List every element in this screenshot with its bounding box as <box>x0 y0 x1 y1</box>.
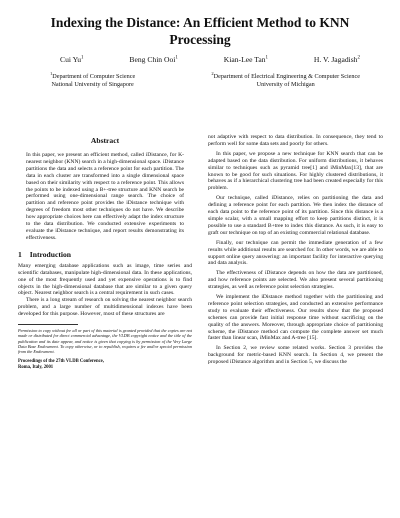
footnote-rule <box>18 324 78 325</box>
proceedings-note: Proceedings of the 27th VLDB Conference, Roma, Italy, 2001 <box>18 358 104 370</box>
copyright-footnote: Permission to copy without fee all or part of this material is granted provided that the copies are not made or distributed for direct commercial advantage, the VLDB copyright notice and the title of the publication and its date appear, and notice is given that copying is by permission of the Very Large Data Base Endowment. To copy otherwise, or to republish, requires a fee and/or special permission from the Endowment. <box>18 328 192 355</box>
section-heading: 1 Introduction <box>18 249 72 259</box>
affiliation-list <box>50 70 360 89</box>
body-paragraph: In Section 2, we review some related works. Section 3 provides the background for metric-based KNN search. In Section 4, we present the proposed iDistance algorithm and in Section 5, we discuss the <box>208 345 383 366</box>
body-paragraph: In this paper, we propose a new technique for KNN search that can be adapted based on the data distribution. For uniform distributions, it behaves similar to techniques such as pyramid tree[1] and iMinMax[13], that are known to be good for such situations. For highly clustered distributions, it behaves as if a hierarchical clustering tree had been created especially for this problem. <box>208 150 383 192</box>
abstract-heading: Abstract <box>90 136 120 145</box>
intro-paragraph: There is a long stream of research on solving the nearest neighbor search problem, and a large number of multidimensional indexes have been developed for this purpose. However, most of these structures are <box>18 297 192 318</box>
author: Cui Yu$^1$ <box>60 55 84 64</box>
author: Beng Chin Ooi$^1$ <box>129 55 178 64</box>
paper-title: Indexing the Distance: An Efficient Method to KNN Processing <box>50 15 350 47</box>
author-list <box>60 55 360 64</box>
body-paragraph: The effectiveness of iDistance depends on how the data are partitioned, and how reference points are selected. We also present several partitioning strategies, as well as reference point selection strategies. <box>208 270 383 291</box>
left-column <box>18 136 192 371</box>
affiliation: $^1$Department of Computer Science National University of Singapore <box>50 71 136 89</box>
body-paragraph: Finally, our technique can permit the immediate generation of a few results while additional results are searched for. In other words, we are able to support online query answering: an important facility for interactive querying and data analysis. <box>208 239 383 267</box>
abstract-text: In this paper, we present an efficient method, called iDistance, for K-nearest neighbor (KNN) search in a high-dimensional space. iDistance partitions the data and selects a reference point for each partition. The data in each cluster are transformed into a single dimensional space based on their similarity with respect to a reference point. This allows the points to be indexed using a B+-tree structure and KNN search be performed using one-dimensional range search. The choice of partition and reference point provides the iDistance technique with degrees of freedom most other techniques do not have. We describe how appropriate choices here can effectively adapt the index structure to the data distribution. We conducted extensive experiments to evaluate the iDistance technique, and report results demonstrating its effectiveness. <box>26 152 184 241</box>
author: H. V. Jagadish$^2$ <box>313 55 360 64</box>
body-paragraph: We implement the iDistance method together with the partitioning and reference point selection strategies, and conducted an extensive performance study to evaluate their effectiveness. Our results show that the proposed schemes can provide fast initial response time without sacrificing on the quality of the answers. Moreover, through appropriate choice of partitioning scheme, the iDistance method can compute the complete answer set much faster than linear scan, iMinMax and A-tree [15]. <box>208 294 383 342</box>
right-column <box>208 134 383 366</box>
author: Kian-Lee Tan$^1$ <box>223 55 268 64</box>
body-paragraph: not adaptive with respect to data distribution. In consequence, they tend to perform well for some data sets and poorly for others. <box>208 134 383 147</box>
affiliation: $^2$Department of Electrical Engineering & Computer Science University of Michigan <box>211 71 360 89</box>
body-paragraph: Our technique, called iDistance, relies on partitioning the data and defining a reference point for each partition. We then index the distance of each data point to the reference point of its partition. Since this distance is a simple scalar, with a small mapping effort to keep partitions distinct, it is possible to use a standard B+tree to index this distance. As such, it is easy to graft our technique on top of an existing commercial relational database. <box>208 195 383 236</box>
intro-paragraph: Many emerging database applications such as image, time series and scientific databases, manipulate high-dimensional data. In these applications, one of the most frequently used and yet expensive operations is to find objects in the high-dimensional database that are similar to a given query object. Nearest neighbor search is a central requirement in such cases. <box>18 262 192 297</box>
